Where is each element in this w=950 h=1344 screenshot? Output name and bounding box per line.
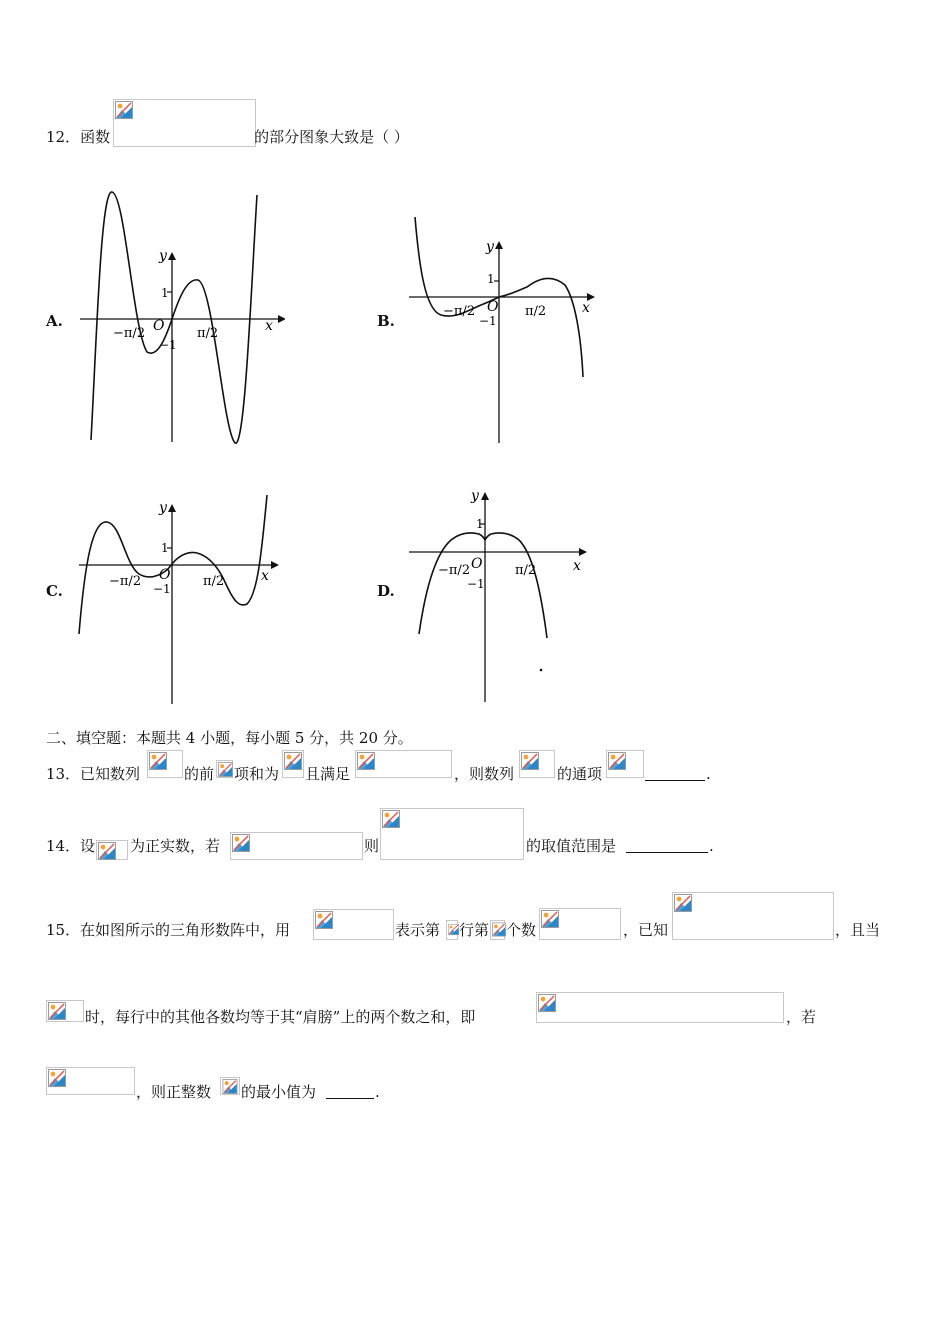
formula-image-placeholder	[355, 750, 452, 778]
broken-image-icon	[357, 752, 375, 770]
question-12-stem	[46, 127, 409, 147]
y-axis-arrow	[481, 492, 489, 500]
formula-image-placeholder	[539, 908, 621, 940]
broken-image-icon	[115, 101, 133, 119]
x-label: x	[261, 568, 269, 584]
origin-label: O	[153, 318, 165, 334]
stem-text: 在如图所示的三角形数阵中，用	[80, 921, 291, 939]
stem-text: 为正实数，若	[130, 837, 221, 855]
x-axis-arrow	[271, 561, 279, 569]
formula-image-placeholder	[672, 892, 834, 940]
question-14-number: 14．	[46, 837, 81, 855]
formula-image-placeholder	[46, 1067, 135, 1095]
broken-image-icon	[538, 994, 556, 1012]
stem-text: 设	[80, 837, 96, 855]
formula-image-placeholder	[220, 1077, 240, 1095]
tick-neg-one: −1	[479, 314, 497, 328]
x-label: x	[265, 318, 273, 334]
stem-text: 的前	[184, 765, 215, 783]
graph-option-d	[405, 482, 605, 710]
broken-image-icon	[492, 922, 506, 937]
formula-image-placeholder	[147, 750, 183, 778]
formula-image-placeholder	[446, 920, 458, 940]
tick-one: 1	[161, 541, 169, 555]
curve	[91, 192, 257, 443]
broken-image-icon	[232, 834, 250, 852]
graph-option-a	[75, 180, 285, 450]
stem-text: 已知数列	[80, 765, 141, 783]
stem-text: ，则数列	[454, 765, 515, 783]
broken-image-icon	[149, 752, 167, 770]
answer-blank	[626, 838, 708, 853]
question-number: 12．	[46, 128, 81, 146]
question-13-number: 13．	[46, 765, 81, 783]
answer-blank	[645, 766, 705, 781]
tick-neg-one: −1	[159, 338, 177, 352]
formula-image-placeholder	[46, 1000, 84, 1022]
origin-label: O	[487, 299, 499, 315]
broken-image-icon	[98, 842, 116, 860]
tick-half-pi: π/2	[525, 304, 547, 319]
question-15-number: 15．	[46, 921, 81, 939]
option-c-label: C.	[46, 582, 63, 600]
stem-text: .	[375, 1083, 380, 1101]
stem-text: 表示第	[395, 921, 441, 939]
stem-text: 函数	[80, 128, 111, 146]
broken-image-icon	[222, 1079, 238, 1094]
stem-text: .	[706, 765, 711, 783]
y-axis-arrow	[168, 504, 176, 512]
stem-text: 的通项	[557, 765, 603, 783]
y-label: y	[471, 488, 479, 504]
tick-neg-half-pi: −π/2	[438, 563, 471, 578]
formula-image-placeholder	[606, 750, 644, 778]
stem-text: 的取值范围是	[526, 837, 617, 855]
broken-image-icon	[48, 1002, 66, 1020]
tick-neg-one: −1	[467, 577, 485, 591]
tick-one: 1	[487, 272, 495, 286]
tick-neg-half-pi: −π/2	[109, 574, 142, 589]
section-heading: 二、填空题：本题共 4 小题，每小题 5 分，共 20 分。	[46, 729, 413, 747]
tick-half-pi: π/2	[203, 574, 225, 589]
broken-image-icon	[674, 894, 692, 912]
broken-image-icon	[48, 1069, 66, 1087]
stem-text: 的部分图象大致是（ ）	[254, 128, 409, 146]
stem-text: 时，每行中的其他各数均等于其“肩膀”上的两个数之和，即	[85, 1008, 476, 1026]
graph-option-b	[405, 215, 605, 450]
option-d-label: D.	[377, 582, 395, 600]
formula-image-placeholder	[380, 808, 524, 860]
formula-image-placeholder	[216, 760, 233, 778]
tick-neg-half-pi: −π/2	[113, 326, 146, 341]
stem-text: 个数	[506, 921, 537, 939]
stem-text: ，若	[786, 1008, 817, 1026]
broken-image-icon	[448, 922, 459, 937]
formula-image-placeholder	[490, 920, 505, 940]
tick-one: 1	[476, 517, 484, 531]
stem-text: ，且当	[835, 921, 881, 939]
stem-text: 项和为	[234, 765, 280, 783]
tick-half-pi: π/2	[197, 326, 219, 341]
formula-image-placeholder	[96, 840, 128, 860]
y-label: y	[486, 239, 494, 255]
tick-one: 1	[161, 286, 169, 300]
y-label: y	[159, 248, 167, 264]
stem-text: .	[709, 837, 714, 855]
tick-neg-one: −1	[153, 582, 171, 596]
formula-image-placeholder	[230, 832, 363, 860]
origin-label: O	[471, 556, 483, 572]
stem-text: ，已知	[623, 921, 669, 939]
tick-neg-half-pi: −π/2	[443, 304, 476, 319]
option-b-label: B.	[377, 312, 395, 330]
stem-text: ，则正整数	[136, 1083, 212, 1101]
graph-option-c	[75, 490, 285, 710]
stem-text: 则	[364, 837, 380, 855]
formula-image-placeholder	[519, 750, 555, 778]
stem-text: 且满足	[305, 765, 351, 783]
y-axis-arrow	[495, 241, 503, 249]
broken-image-icon	[521, 752, 539, 770]
option-a-label: A.	[46, 312, 63, 330]
x-label: x	[582, 300, 590, 316]
broken-image-icon	[315, 911, 333, 929]
broken-image-icon	[218, 762, 233, 777]
x-label: x	[573, 558, 581, 574]
stem-text: 的最小值为	[241, 1083, 317, 1101]
formula-image-placeholder	[282, 750, 304, 778]
x-axis-arrow	[579, 548, 587, 556]
y-label: y	[159, 500, 167, 516]
formula-image-placeholder	[536, 992, 784, 1023]
origin-label: O	[159, 567, 171, 583]
broken-image-icon	[541, 910, 559, 928]
broken-image-icon	[608, 752, 626, 770]
x-axis-arrow	[278, 315, 285, 323]
answer-blank	[326, 1084, 374, 1099]
broken-image-icon	[284, 752, 302, 770]
broken-image-icon	[382, 810, 400, 828]
formula-image-placeholder	[313, 909, 394, 940]
y-axis-arrow	[168, 252, 176, 260]
stem-text: 行第	[459, 921, 490, 939]
tick-half-pi: π/2	[515, 563, 537, 578]
